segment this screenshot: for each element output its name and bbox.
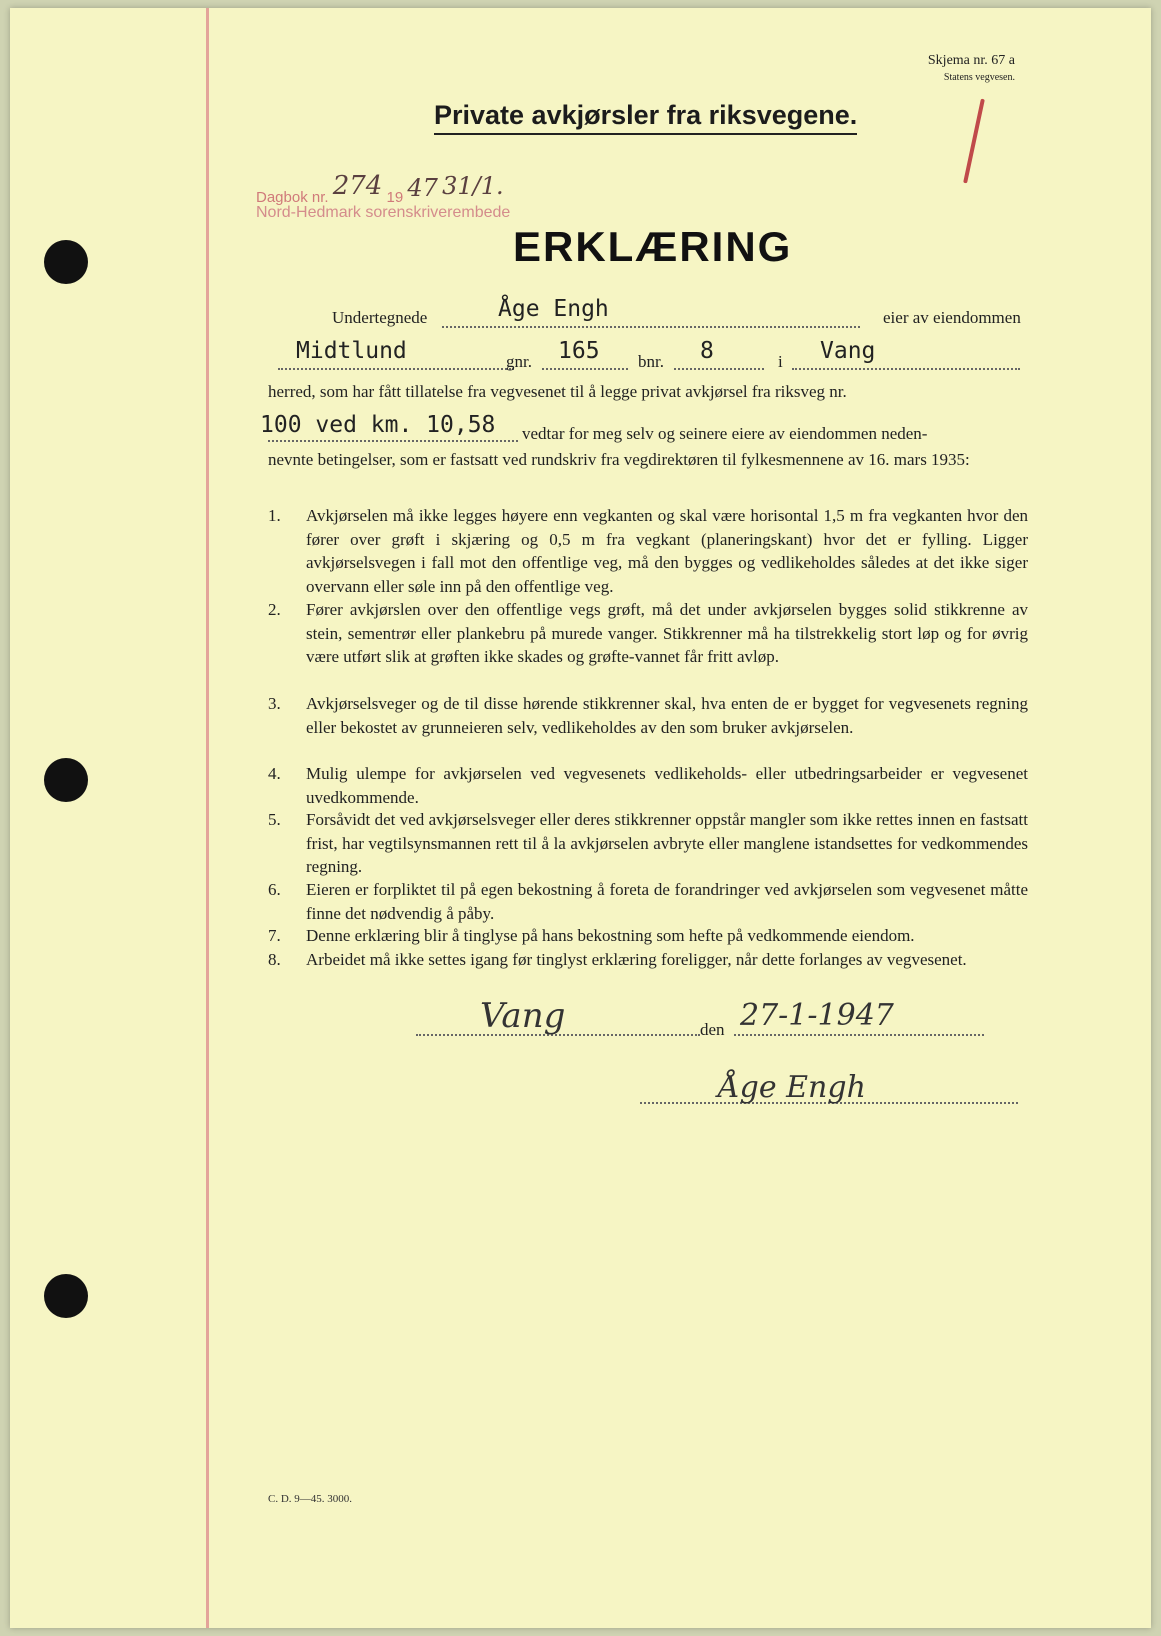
punch-hole (44, 1274, 88, 1318)
condition-item (268, 504, 1028, 598)
den-label: den (700, 1020, 725, 1039)
check-mark (963, 99, 985, 184)
office-stamp: Nord-Hedmark sorenskriverembede (256, 204, 511, 221)
punch-hole (44, 240, 88, 284)
property-field-line (278, 368, 514, 370)
condition-number: 5. (268, 810, 281, 829)
gnr-label: gnr. (506, 352, 532, 371)
signature-place: Vang (480, 996, 566, 1036)
dagbok-label: Dagbok nr. (256, 189, 329, 206)
municipality-value: Vang (820, 338, 876, 364)
road-value: 100 ved km. 10,58 (260, 412, 496, 438)
punch-hole (44, 758, 88, 802)
condition-text: Fører avkjørslen over den offentlige vegs grøft, må det under avkjørselen bygges solid stikkrenne av stein, sementrør eller plankebru på murede vanger. Stikkrenner må ha tilstrekkelig stort løp og for øvrig være utført slik at grøften ikke skades og grøfte-vannet får fritt avløp. (306, 600, 1028, 666)
eier-label: eier av eiendommen (883, 308, 1021, 327)
municipality-field-line (792, 368, 1020, 370)
i-label: i (778, 352, 783, 371)
signature-date: 27-1-1947 (740, 998, 894, 1033)
agency-line: Statens vegvesen. (943, 72, 1015, 83)
dagbok-number: 274 (332, 171, 383, 201)
property-name: Midtlund (296, 338, 407, 364)
document-heading: ERKLÆRING (513, 223, 793, 270)
owner-signature: Åge Engh (718, 1070, 866, 1105)
condition-text: Mulig ulempe for avkjørselen ved vegvesenets vedlikeholds- eller utbedringsarbeider er vegvesenet uvedkommende. (306, 764, 1028, 807)
form-title: Private avkjørsler fra riksvegene. (434, 100, 857, 135)
condition-number: 8. (268, 950, 281, 969)
bnr-label: bnr. (638, 352, 664, 371)
stamp-date: 31/1. (442, 172, 504, 200)
condition-text: Forsåvidt det ved avkjørselsveger eller deres stikkrenner oppstår mangler som ikke rettes innen en fastsatt frist, har vegtilsynsmannen rett til å la avkjørselen avbryte eller manglene istandsettes for vedkommendes regning. (306, 810, 1028, 876)
condition-number: 3. (268, 694, 281, 713)
undertegnede-label: Undertegnede (332, 308, 428, 327)
condition-item (268, 762, 1028, 809)
condition-text: Avkjørselen må ikke legges høyere enn vegkanten og skal være horisontal 1,5 m fra vegkanten hvor den fører over grøft i skjæring og 0,5 m fra vegkant (planeringskant) hvor det er fylling. Ligger avkjørselsvegen i fall mot den offentlige veg, må den bygges og vedlikeholdes således at det ikke siger overvann eller søle inn på den offentlige veg. (306, 506, 1028, 596)
condition-item (268, 878, 1028, 925)
name-field-line (442, 326, 860, 328)
document-page (10, 8, 1151, 1628)
condition-text: Eieren er forpliktet til på egen bekostning å foreta de forandringer ved avkjørselen som vegvesenet måtte finne det nødvendig å påby. (306, 880, 1028, 923)
condition-number: 7. (268, 926, 281, 945)
condition-number: 4. (268, 764, 281, 783)
condition-number: 2. (268, 600, 281, 619)
text-after-road: vedtar for meg selv og seinere eiere av eiendommen neden- (522, 424, 928, 443)
condition-number: 6. (268, 880, 281, 899)
condition-text: Avkjørselsveger og de til disse hørende stikkrenner skal, hva enten de er bygget for vegvesenets regning eller bekostet av grunneieren selv, vedlikeholdes av den som bruker avkjørselen. (306, 694, 1028, 737)
form-number (928, 52, 1015, 86)
owner-name: Åge Engh (498, 296, 609, 322)
herred-line: herred, som har fått tillatelse fra vegvesenet til å legge privat avkjørsel fra riksveg nr. (268, 382, 847, 401)
bnr-value: 8 (700, 338, 714, 364)
road-field-line (268, 440, 518, 442)
condition-item (268, 598, 1028, 669)
date-field-line (734, 1034, 984, 1036)
bnr-field-line (674, 368, 764, 370)
year-prefix: 19 (386, 189, 404, 206)
condition-item (268, 924, 1028, 948)
print-code: C. D. 9—45. 3000. (268, 1493, 353, 1505)
year-suffix: 47 (407, 174, 438, 202)
condition-item (268, 808, 1028, 879)
margin-line (206, 8, 209, 1628)
condition-item (268, 692, 1028, 739)
condition-item (268, 948, 1028, 972)
condition-text: Denne erklæring blir å tinglyse på hans bekostning som hefte på vedkommende eiendom. (306, 926, 915, 945)
gnr-field-line (542, 368, 628, 370)
gnr-value: 165 (558, 338, 600, 364)
body-paragraph: nevnte betingelser, som er fastsatt ved rundskriv fra vegdirektøren til fylkesmennene av 16. mars 1935: (268, 450, 970, 469)
form-number-line: Skjema nr. 67 a (927, 53, 1015, 68)
condition-text: Arbeidet må ikke settes igang før tinglyst erklæring foreligger, når dette forlanges av vegvesenet. (306, 950, 967, 969)
condition-number: 1. (268, 506, 281, 525)
